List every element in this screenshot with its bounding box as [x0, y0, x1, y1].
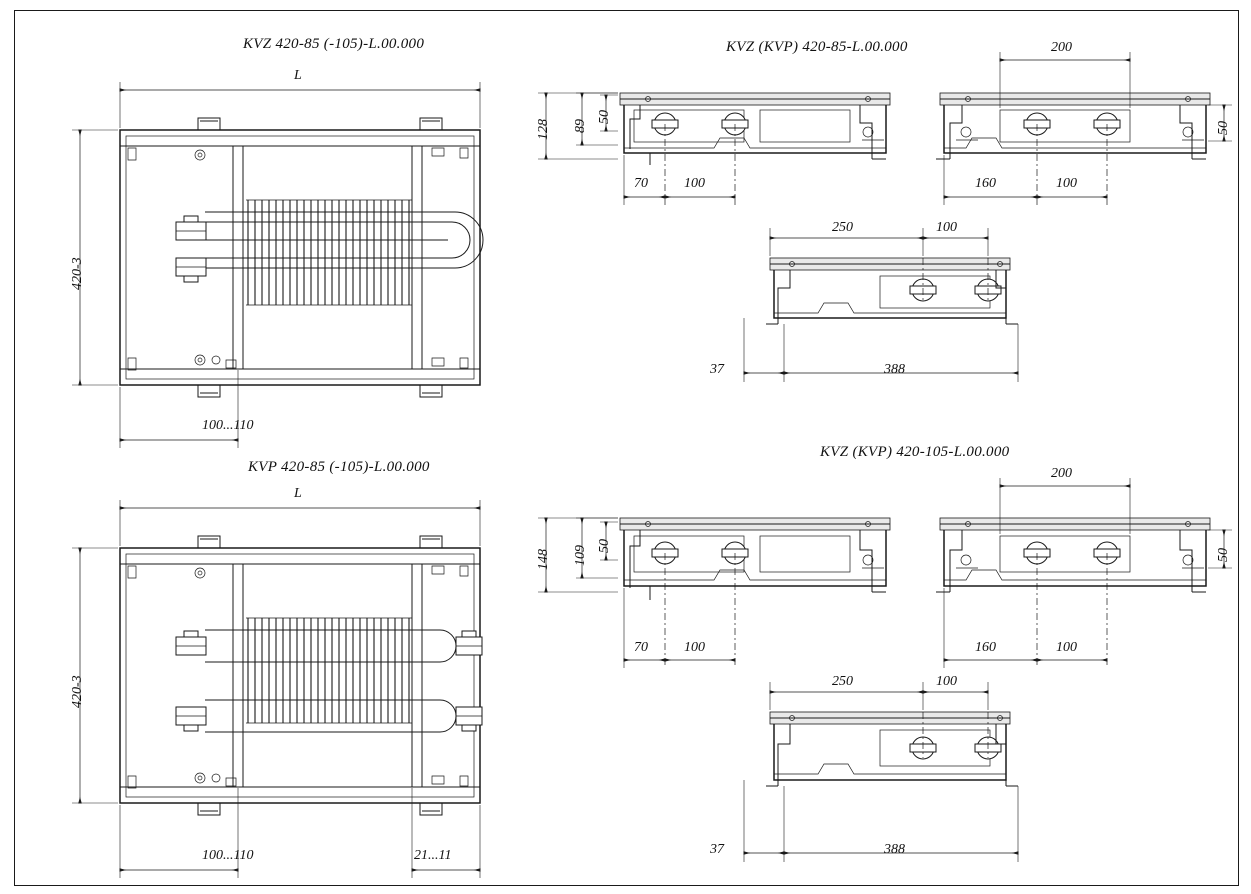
- view-top-left-plan: [72, 82, 483, 448]
- dim-brc-span-a: 250: [832, 674, 853, 689]
- dim-bl-offset-left: 100...110: [202, 848, 254, 863]
- pipe-connector-tl: [176, 631, 206, 655]
- dim-bra-height-outer: 148: [536, 549, 551, 570]
- view-tr-section-c: [744, 228, 1018, 382]
- dim-tl-offset: 100...110: [202, 418, 254, 433]
- title-top-left: KVZ 420-85 (-105)-L.00.000: [243, 36, 425, 52]
- dim-bl-offset-right: 21...11: [414, 848, 452, 863]
- dim-tra-base-a: 70: [634, 176, 648, 191]
- dim-tl-length: L: [294, 68, 302, 83]
- dim-trb-span-top: 200: [1051, 40, 1072, 55]
- pipe-connector-top: [176, 216, 206, 240]
- dim-brc-offset: 37: [710, 842, 724, 857]
- view-br-section-a: [538, 518, 890, 668]
- dim-trb-height-small: 50: [1216, 121, 1231, 135]
- dim-tra-base-b: 100: [684, 176, 705, 191]
- dim-tra-height-small: 50: [597, 110, 612, 124]
- dim-trc-total: 388: [884, 362, 905, 377]
- dim-brb-base-a: 160: [975, 640, 996, 655]
- dim-bra-height-small: 50: [597, 539, 612, 553]
- dim-tl-width: 420-3: [70, 257, 85, 290]
- dim-trc-span-a: 250: [832, 220, 853, 235]
- view-bottom-left-plan: [72, 500, 482, 878]
- title-bottom-left: KVP 420-85 (-105)-L.00.000: [248, 459, 430, 475]
- dim-brc-total: 388: [884, 842, 905, 857]
- dim-brc-span-b: 100: [936, 674, 957, 689]
- dim-trb-base-a: 160: [975, 176, 996, 191]
- dim-brb-span-top: 200: [1051, 466, 1072, 481]
- pipe-connector-bl: [176, 707, 206, 731]
- dim-bra-base-a: 70: [634, 640, 648, 655]
- dim-trc-span-b: 100: [936, 220, 957, 235]
- dim-bra-base-b: 100: [684, 640, 705, 655]
- pipe-connector-tr: [456, 631, 482, 655]
- dim-bl-length: L: [294, 486, 302, 501]
- dim-bl-width: 420-3: [70, 675, 85, 708]
- view-tr-section-a: [538, 93, 890, 205]
- dim-tra-height-inner: 89: [573, 119, 588, 133]
- dim-trc-offset: 37: [710, 362, 724, 377]
- dim-trb-base-b: 100: [1056, 176, 1077, 191]
- title-top-right: KVZ (KVP) 420-85-L.00.000: [726, 39, 908, 55]
- dim-bra-height-inner: 109: [573, 545, 588, 566]
- dim-tra-height-outer: 128: [536, 119, 551, 140]
- view-br-section-c: [744, 682, 1018, 862]
- title-bottom-right: KVZ (KVP) 420-105-L.00.000: [820, 444, 1010, 460]
- pipe-connector-br: [456, 707, 482, 731]
- pipe-connector-bottom: [176, 258, 206, 282]
- dim-brb-base-b: 100: [1056, 640, 1077, 655]
- flange-bolts: [652, 113, 748, 135]
- dim-brb-height-small: 50: [1216, 548, 1231, 562]
